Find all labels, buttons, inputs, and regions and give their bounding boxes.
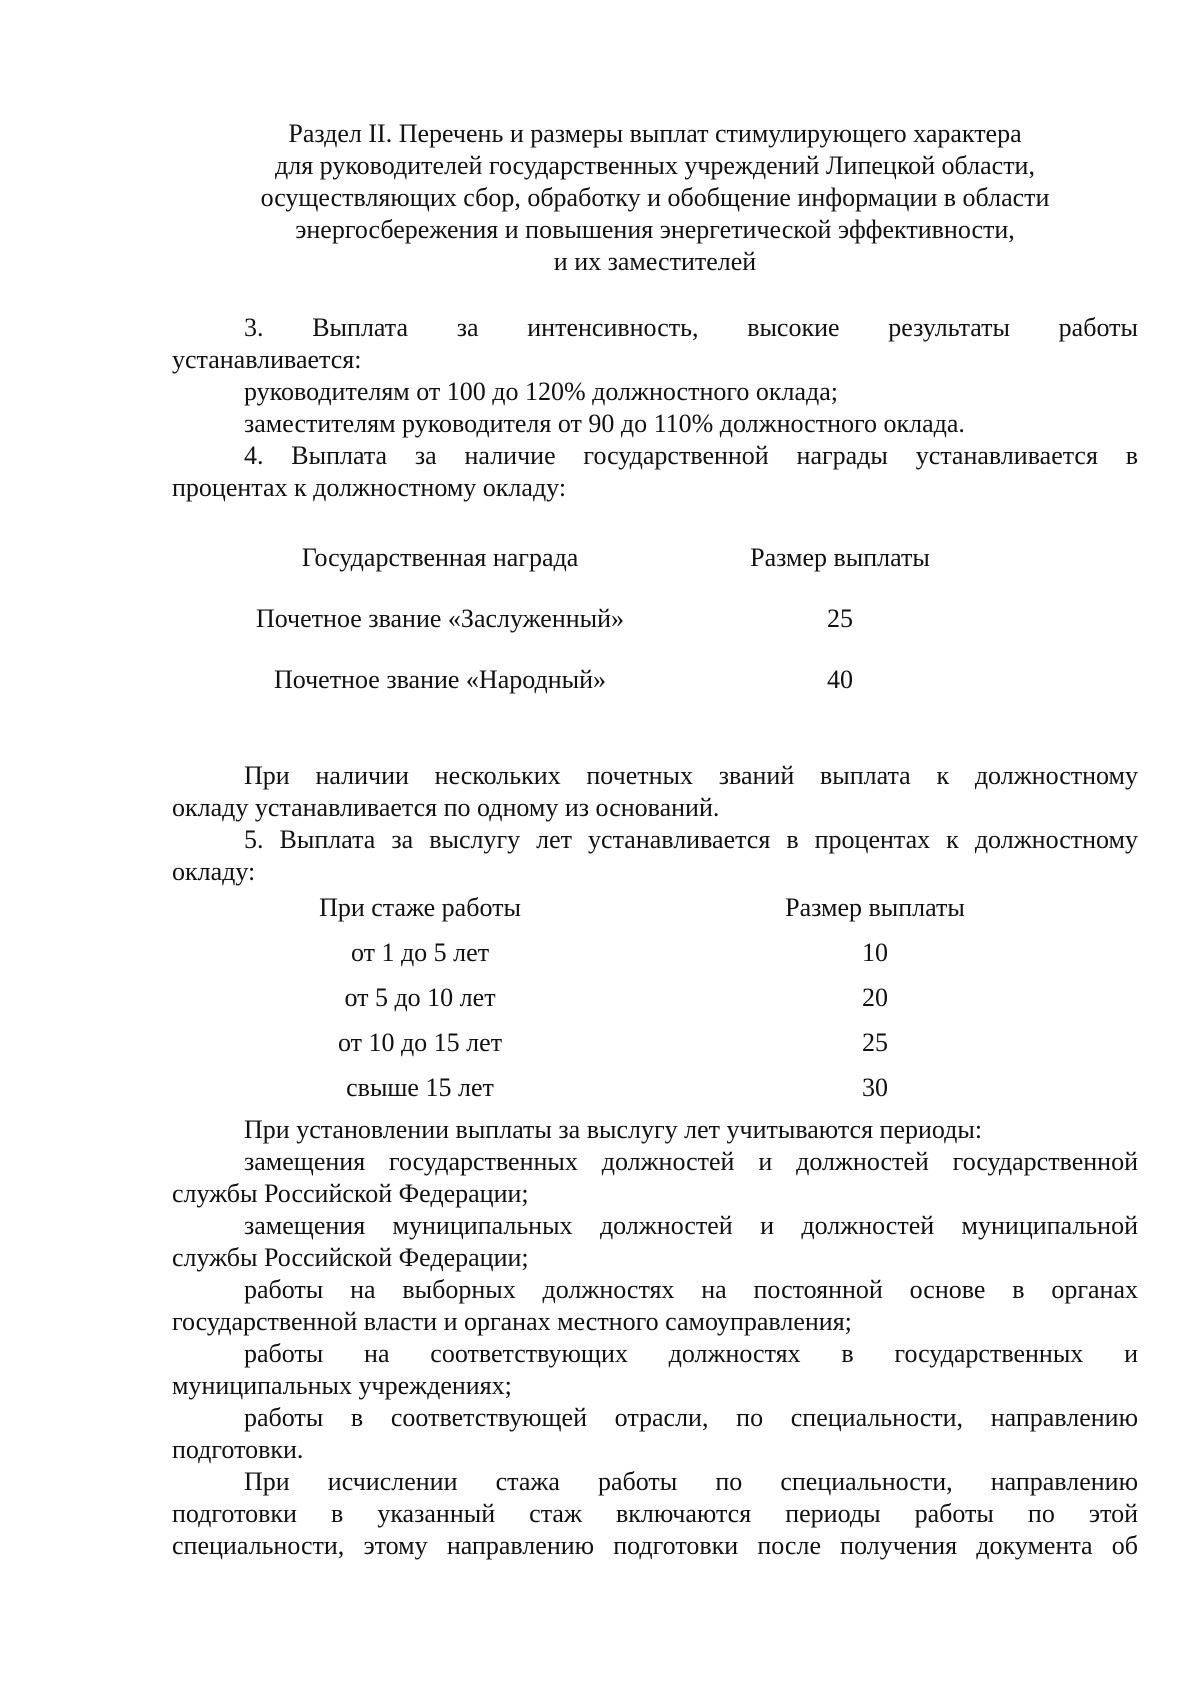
paragraph-4-line-1: 4. Выплата за наличие государственной награды устанавливается в bbox=[244, 441, 1138, 470]
period-item-4-line-2: муниципальных учреждениях; bbox=[172, 1371, 512, 1400]
section-title-line-1: Раздел II. Перечень и размеры выплат стимулирующего характера bbox=[288, 119, 1022, 148]
honors-paragraph-line-1: При наличии нескольких почетных званий выплата к должностному bbox=[244, 761, 1138, 790]
section-title-line-4: энергосбережения и повышения энергетической эффективности, bbox=[295, 215, 1015, 244]
word: высокие bbox=[747, 313, 840, 342]
word: работы bbox=[1058, 313, 1138, 342]
award-table-header-amount: Размер выплаты bbox=[750, 543, 930, 572]
seniority-table-row-4-period: свыше 15 лет bbox=[346, 1073, 494, 1102]
periods-intro: При установлении выплаты за выслугу лет учитываются периоды: bbox=[244, 1115, 983, 1144]
paragraph-5-line-2: окладу: bbox=[172, 857, 256, 886]
seniority-table-row-2-period: от 5 до 10 лет bbox=[344, 983, 496, 1012]
period-item-2-line-1: замещения муниципальных должностей и должностей муниципальной bbox=[244, 1211, 1138, 1240]
period-item-5-line-1: работы в соответствующей отрасли, по специальности, направлению bbox=[244, 1403, 1138, 1432]
award-table-row-2-award: Почетное звание «Народный» bbox=[273, 665, 607, 694]
seniority-table-row-1-period: от 1 до 5 лет bbox=[350, 938, 490, 967]
paragraph-4-line-2: процентах к должностному окладу: bbox=[172, 473, 567, 502]
award-table-row-2-amount: 40 bbox=[827, 665, 853, 694]
seniority-table-header-period: При стаже работы bbox=[319, 893, 521, 922]
word: Выплата bbox=[312, 313, 409, 342]
period-item-3-line-2: государственной власти и органах местного самоуправления; bbox=[172, 1307, 852, 1336]
word: 3. bbox=[244, 313, 264, 342]
period-item-1-line-2: службы Российской Федерации; bbox=[172, 1179, 529, 1208]
seniority-table-row-4-amount: 30 bbox=[862, 1073, 888, 1102]
period-item-3-line-1: работы на выборных должностях на постоянной основе в органах bbox=[244, 1275, 1138, 1304]
award-table-row-1-award: Почетное звание «Заслуженный» bbox=[255, 604, 625, 633]
honors-paragraph-line-2: окладу устанавливается по одному из оснований. bbox=[172, 793, 720, 822]
period-item-4-line-1: работы на соответствующих должностях в государственных и bbox=[244, 1339, 1138, 1368]
period-item-2-line-2: службы Российской Федерации; bbox=[172, 1243, 529, 1272]
period-item-1-line-1: замещения государственных должностей и должностей государственной bbox=[244, 1147, 1138, 1176]
calc-paragraph-line-1: При исчислении стажа работы по специальности, направлению bbox=[244, 1467, 1138, 1496]
seniority-table-row-2-amount: 20 bbox=[862, 983, 888, 1012]
section-title-line-5: и их заместителей bbox=[553, 247, 757, 276]
paragraph-5-line-1: 5. Выплата за выслугу лет устанавливается в процентах к должностному bbox=[244, 825, 1138, 854]
word: результаты bbox=[888, 313, 1010, 342]
seniority-table-row-3-period: от 10 до 15 лет bbox=[337, 1028, 503, 1057]
section-title-line-3: осуществляющих сбор, обработку и обобщение информации в области bbox=[260, 183, 1050, 212]
calc-paragraph-line-2: подготовки в указанный стаж включаются периоды работы по этой bbox=[172, 1499, 1138, 1528]
word: за bbox=[456, 313, 479, 342]
paragraph-3-line-2: устанавливается: bbox=[172, 345, 362, 374]
award-table-row-1-amount: 25 bbox=[827, 604, 853, 633]
seniority-table-row-3-amount: 25 bbox=[862, 1028, 888, 1057]
calc-paragraph-line-3: специальности, этому направлению подготовки после получения документа об bbox=[172, 1531, 1138, 1560]
seniority-table-row-1-amount: 10 bbox=[862, 938, 888, 967]
award-table-header-award: Государственная награда bbox=[301, 543, 579, 572]
seniority-table-header-amount: Размер выплаты bbox=[785, 893, 965, 922]
paragraph-3-line-3: руководителям от 100 до 120% должностного оклада; bbox=[244, 377, 839, 406]
paragraph-3-line-1 bbox=[244, 312, 1138, 344]
section-title-line-2: для руководителей государственных учреждений Липецкой области, bbox=[275, 151, 1035, 180]
paragraph-3-line-4: заместителям руководителя от 90 до 110% должностного оклада. bbox=[244, 409, 965, 438]
word: интенсивность, bbox=[527, 313, 699, 342]
period-item-5-line-2: подготовки. bbox=[172, 1435, 304, 1464]
